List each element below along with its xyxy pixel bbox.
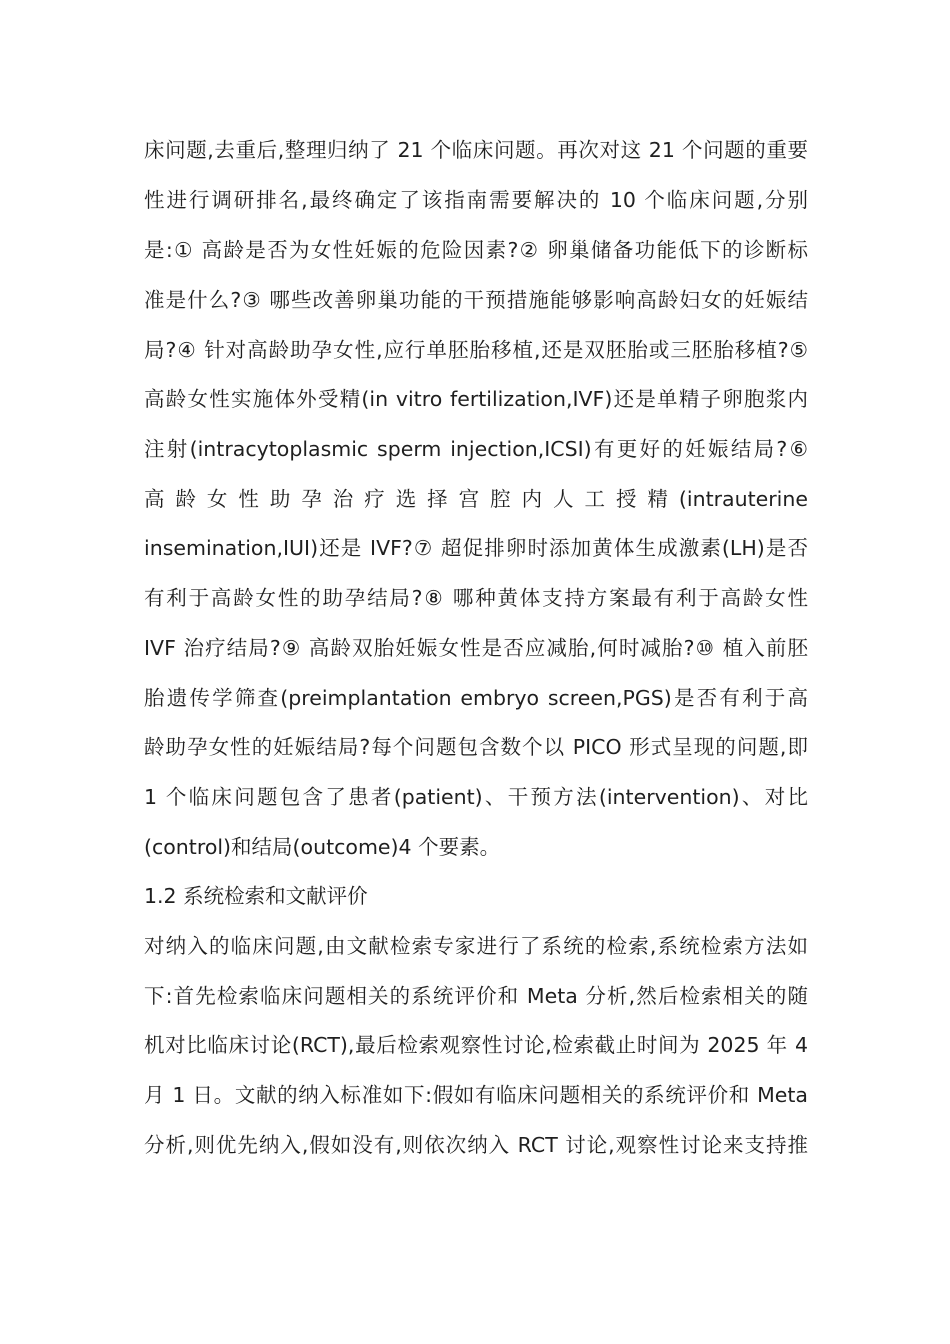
body-text-line: 机对比临床讨论(RCT),最后检索观察性讨论,检索截止时间为 2025 年 4 — [144, 1033, 808, 1057]
body-text-line: 高 龄 女 性 助 孕 治 疗 选 择 宫 腔 内 人 工 授 精 (intrauterine — [144, 487, 808, 511]
body-text-line: IVF 治疗结局?⑨ 高龄双胎妊娠女性是否应减胎,何时减胎?⑩ 植入前胚 — [144, 636, 808, 660]
body-text-line: 对纳入的临床问题,由文献检索专家进行了系统的检索,系统检索方法如 — [144, 934, 808, 958]
body-text-line: 胎遗传学筛查(preimplantation embryo screen,PGS)是否有利于高 — [144, 686, 808, 710]
body-text-line: 性进行调研排名,最终确定了该指南需要解决的 10 个临床问题,分别 — [144, 188, 808, 212]
body-text-line: 是:① 高龄是否为女性妊娠的危险因素?② 卵巢储备功能低下的诊断标 — [144, 238, 808, 262]
body-text-line: (control)和结局(outcome)4 个要素。 — [144, 835, 501, 859]
section-heading: 1.2 系统检索和文献评价 — [144, 884, 368, 908]
body-text-line: 有利于高龄女性的助孕结局?⑧ 哪种黄体支持方案最有利于高龄女性 — [144, 586, 808, 610]
body-text-line: insemination,IUI)还是 IVF?⑦ 超促排卵时添加黄体生成激素(LH)是否 — [144, 536, 808, 560]
body-text-line: 月 1 日。文献的纳入标准如下:假如有临床问题相关的系统评价和 Meta — [144, 1083, 808, 1107]
body-text-line: 高龄女性实施体外受精(in vitro fertilization,IVF)还是单精子卵胞浆内 — [144, 387, 808, 411]
body-text-line: 准是什么?③ 哪些改善卵巢功能的干预措施能够影响高龄妇女的妊娠结 — [144, 288, 808, 312]
body-text-line: 床问题,去重后,整理归纳了 21 个临床问题。再次对这 21 个问题的重要 — [144, 138, 808, 162]
body-text-line: 局?④ 针对高龄助孕女性,应行单胚胎移植,还是双胚胎或三胚胎移植?⑤ — [144, 338, 808, 362]
body-text-line: 1 个临床问题包含了患者(patient)、干预方法(intervention)、对比 — [144, 785, 808, 809]
body-text-line: 注射(intracytoplasmic sperm injection,ICSI)有更好的妊娠结局?⑥ — [144, 437, 808, 461]
body-text-line: 龄助孕女性的妊娠结局?每个问题包含数个以 PICO 形式呈现的问题,即 — [144, 735, 808, 759]
body-text-line: 下:首先检索临床问题相关的系统评价和 Meta 分析,然后检索相关的随 — [144, 984, 808, 1008]
body-text-line: 分析,则优先纳入,假如没有,则依次纳入 RCT 讨论,观察性讨论来支持推 — [144, 1133, 808, 1157]
